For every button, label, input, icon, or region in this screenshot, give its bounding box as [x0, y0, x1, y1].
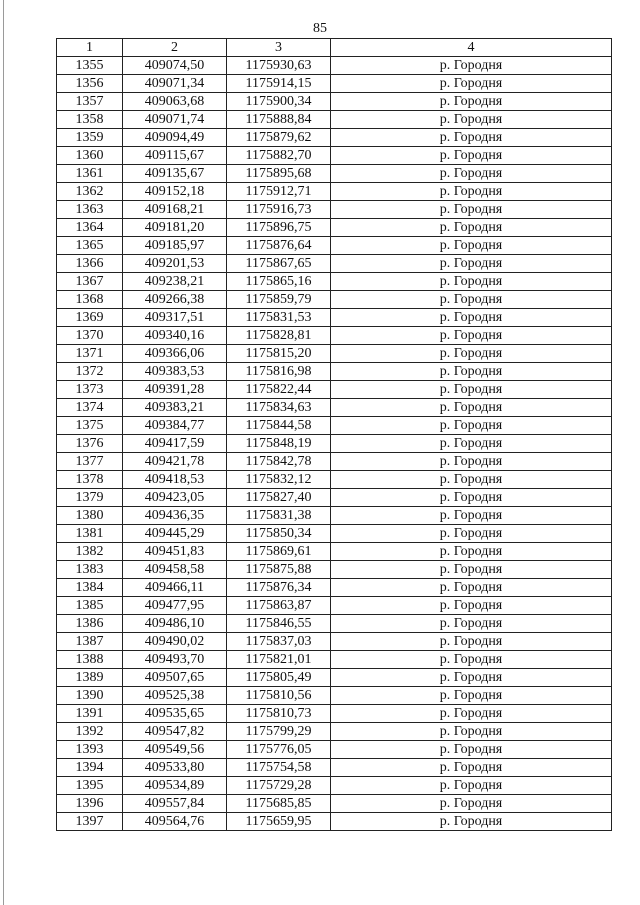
- description-cell: р. Городня: [331, 129, 612, 147]
- point-number-cell: 1397: [57, 813, 123, 831]
- table-row: [57, 705, 612, 723]
- table-row: [57, 165, 612, 183]
- header-col-4: 4: [331, 39, 612, 57]
- x-coordinate-cell: 409423,05: [123, 489, 227, 507]
- description-cell: р. Городня: [331, 273, 612, 291]
- y-coordinate-cell: 1175914,15: [227, 75, 331, 93]
- x-coordinate-cell: 409535,65: [123, 705, 227, 723]
- x-coordinate-cell: 409421,78: [123, 453, 227, 471]
- point-number-cell: 1360: [57, 147, 123, 165]
- y-coordinate-cell: 1175799,29: [227, 723, 331, 741]
- y-coordinate-cell: 1175816,98: [227, 363, 331, 381]
- x-coordinate-cell: 409493,70: [123, 651, 227, 669]
- description-cell: р. Городня: [331, 525, 612, 543]
- point-number-cell: 1389: [57, 669, 123, 687]
- table-row: [57, 129, 612, 147]
- y-coordinate-cell: 1175869,61: [227, 543, 331, 561]
- table-row: [57, 291, 612, 309]
- point-number-cell: 1395: [57, 777, 123, 795]
- description-cell: р. Городня: [331, 237, 612, 255]
- x-coordinate-cell: 409507,65: [123, 669, 227, 687]
- table-row: [57, 489, 612, 507]
- table-row: [57, 93, 612, 111]
- x-coordinate-cell: 409135,67: [123, 165, 227, 183]
- y-coordinate-cell: 1175659,95: [227, 813, 331, 831]
- point-number-cell: 1375: [57, 417, 123, 435]
- table-row: [57, 453, 612, 471]
- y-coordinate-cell: 1175846,55: [227, 615, 331, 633]
- description-cell: р. Городня: [331, 741, 612, 759]
- point-number-cell: 1388: [57, 651, 123, 669]
- y-coordinate-cell: 1175844,58: [227, 417, 331, 435]
- x-coordinate-cell: 409534,89: [123, 777, 227, 795]
- point-number-cell: 1380: [57, 507, 123, 525]
- table-row: [57, 633, 612, 651]
- x-coordinate-cell: 409071,34: [123, 75, 227, 93]
- table-row: [57, 57, 612, 75]
- point-number-cell: 1370: [57, 327, 123, 345]
- description-cell: р. Городня: [331, 57, 612, 75]
- point-number-cell: 1362: [57, 183, 123, 201]
- y-coordinate-cell: 1175828,81: [227, 327, 331, 345]
- point-number-cell: 1364: [57, 219, 123, 237]
- x-coordinate-cell: 409533,80: [123, 759, 227, 777]
- x-coordinate-cell: 409547,82: [123, 723, 227, 741]
- description-cell: р. Городня: [331, 489, 612, 507]
- y-coordinate-cell: 1175754,58: [227, 759, 331, 777]
- table-row: [57, 597, 612, 615]
- y-coordinate-cell: 1175832,12: [227, 471, 331, 489]
- description-cell: р. Городня: [331, 561, 612, 579]
- x-coordinate-cell: 409417,59: [123, 435, 227, 453]
- header-col-3: 3: [227, 39, 331, 57]
- description-cell: р. Городня: [331, 651, 612, 669]
- table-row: [57, 183, 612, 201]
- table-row: [57, 381, 612, 399]
- table-row: [57, 363, 612, 381]
- x-coordinate-cell: 409366,06: [123, 345, 227, 363]
- table-row: [57, 687, 612, 705]
- description-cell: р. Городня: [331, 219, 612, 237]
- table-row: [57, 651, 612, 669]
- y-coordinate-cell: 1175876,34: [227, 579, 331, 597]
- x-coordinate-cell: 409181,20: [123, 219, 227, 237]
- point-number-cell: 1376: [57, 435, 123, 453]
- y-coordinate-cell: 1175837,03: [227, 633, 331, 651]
- description-cell: р. Городня: [331, 543, 612, 561]
- y-coordinate-cell: 1175776,05: [227, 741, 331, 759]
- x-coordinate-cell: 409185,97: [123, 237, 227, 255]
- table-row: [57, 813, 612, 831]
- description-cell: р. Городня: [331, 327, 612, 345]
- point-number-cell: 1369: [57, 309, 123, 327]
- x-coordinate-cell: 409451,83: [123, 543, 227, 561]
- description-cell: р. Городня: [331, 615, 612, 633]
- y-coordinate-cell: 1175831,38: [227, 507, 331, 525]
- point-number-cell: 1377: [57, 453, 123, 471]
- table-row: [57, 309, 612, 327]
- x-coordinate-cell: 409549,56: [123, 741, 227, 759]
- point-number-cell: 1373: [57, 381, 123, 399]
- page-number: 85: [313, 21, 327, 36]
- description-cell: р. Городня: [331, 291, 612, 309]
- x-coordinate-cell: 409490,02: [123, 633, 227, 651]
- table-row: [57, 543, 612, 561]
- header-col-2: 2: [123, 39, 227, 57]
- y-coordinate-cell: 1175842,78: [227, 453, 331, 471]
- point-number-cell: 1366: [57, 255, 123, 273]
- description-cell: р. Городня: [331, 435, 612, 453]
- table-row: [57, 795, 612, 813]
- x-coordinate-cell: 409266,38: [123, 291, 227, 309]
- x-coordinate-cell: 409445,29: [123, 525, 227, 543]
- y-coordinate-cell: 1175930,63: [227, 57, 331, 75]
- y-coordinate-cell: 1175912,71: [227, 183, 331, 201]
- description-cell: р. Городня: [331, 147, 612, 165]
- point-number-cell: 1383: [57, 561, 123, 579]
- description-cell: р. Городня: [331, 669, 612, 687]
- point-number-cell: 1390: [57, 687, 123, 705]
- x-coordinate-cell: 409340,16: [123, 327, 227, 345]
- point-number-cell: 1363: [57, 201, 123, 219]
- point-number-cell: 1396: [57, 795, 123, 813]
- y-coordinate-cell: 1175896,75: [227, 219, 331, 237]
- description-cell: р. Городня: [331, 795, 612, 813]
- description-cell: р. Городня: [331, 75, 612, 93]
- point-number-cell: 1374: [57, 399, 123, 417]
- table-row: [57, 327, 612, 345]
- description-cell: р. Городня: [331, 309, 612, 327]
- table-row: [57, 273, 612, 291]
- y-coordinate-cell: 1175882,70: [227, 147, 331, 165]
- table-row: [57, 669, 612, 687]
- x-coordinate-cell: 409436,35: [123, 507, 227, 525]
- y-coordinate-cell: 1175810,73: [227, 705, 331, 723]
- header-col-1: 1: [57, 39, 123, 57]
- y-coordinate-cell: 1175848,19: [227, 435, 331, 453]
- description-cell: р. Городня: [331, 687, 612, 705]
- table-row: [57, 75, 612, 93]
- y-coordinate-cell: 1175875,88: [227, 561, 331, 579]
- x-coordinate-cell: 409391,28: [123, 381, 227, 399]
- description-cell: р. Городня: [331, 579, 612, 597]
- x-coordinate-cell: 409525,38: [123, 687, 227, 705]
- x-coordinate-cell: 409115,67: [123, 147, 227, 165]
- description-cell: р. Городня: [331, 345, 612, 363]
- y-coordinate-cell: 1175834,63: [227, 399, 331, 417]
- x-coordinate-cell: 409486,10: [123, 615, 227, 633]
- x-coordinate-cell: 409317,51: [123, 309, 227, 327]
- coordinates-table: [56, 38, 612, 831]
- table-row: [57, 777, 612, 795]
- table-row: [57, 111, 612, 129]
- y-coordinate-cell: 1175900,34: [227, 93, 331, 111]
- y-coordinate-cell: 1175815,20: [227, 345, 331, 363]
- y-coordinate-cell: 1175895,68: [227, 165, 331, 183]
- point-number-cell: 1394: [57, 759, 123, 777]
- y-coordinate-cell: 1175888,84: [227, 111, 331, 129]
- description-cell: р. Городня: [331, 453, 612, 471]
- point-number-cell: 1371: [57, 345, 123, 363]
- y-coordinate-cell: 1175916,73: [227, 201, 331, 219]
- scan-edge-line: [3, 0, 4, 905]
- table-row: [57, 579, 612, 597]
- table-row: [57, 417, 612, 435]
- y-coordinate-cell: 1175867,65: [227, 255, 331, 273]
- point-number-cell: 1361: [57, 165, 123, 183]
- x-coordinate-cell: 409383,21: [123, 399, 227, 417]
- table-row: [57, 723, 612, 741]
- description-cell: р. Городня: [331, 363, 612, 381]
- description-cell: р. Городня: [331, 417, 612, 435]
- point-number-cell: 1365: [57, 237, 123, 255]
- point-number-cell: 1381: [57, 525, 123, 543]
- y-coordinate-cell: 1175865,16: [227, 273, 331, 291]
- table-row: [57, 255, 612, 273]
- point-number-cell: 1358: [57, 111, 123, 129]
- x-coordinate-cell: 409383,53: [123, 363, 227, 381]
- table-row: [57, 237, 612, 255]
- description-cell: р. Городня: [331, 507, 612, 525]
- point-number-cell: 1372: [57, 363, 123, 381]
- y-coordinate-cell: 1175859,79: [227, 291, 331, 309]
- y-coordinate-cell: 1175821,01: [227, 651, 331, 669]
- x-coordinate-cell: 409074,50: [123, 57, 227, 75]
- x-coordinate-cell: 409418,53: [123, 471, 227, 489]
- point-number-cell: 1356: [57, 75, 123, 93]
- table-row: [57, 219, 612, 237]
- point-number-cell: 1357: [57, 93, 123, 111]
- x-coordinate-cell: 409466,11: [123, 579, 227, 597]
- x-coordinate-cell: 409152,18: [123, 183, 227, 201]
- point-number-cell: 1385: [57, 597, 123, 615]
- table-row: [57, 561, 612, 579]
- y-coordinate-cell: 1175822,44: [227, 381, 331, 399]
- point-number-cell: 1382: [57, 543, 123, 561]
- point-number-cell: 1368: [57, 291, 123, 309]
- description-cell: р. Городня: [331, 183, 612, 201]
- table-row: [57, 471, 612, 489]
- y-coordinate-cell: 1175879,62: [227, 129, 331, 147]
- y-coordinate-cell: 1175685,85: [227, 795, 331, 813]
- x-coordinate-cell: 409071,74: [123, 111, 227, 129]
- y-coordinate-cell: 1175805,49: [227, 669, 331, 687]
- description-cell: р. Городня: [331, 813, 612, 831]
- description-cell: р. Городня: [331, 759, 612, 777]
- y-coordinate-cell: 1175831,53: [227, 309, 331, 327]
- x-coordinate-cell: 409168,21: [123, 201, 227, 219]
- point-number-cell: 1391: [57, 705, 123, 723]
- y-coordinate-cell: 1175863,87: [227, 597, 331, 615]
- table-row: [57, 399, 612, 417]
- x-coordinate-cell: 409384,77: [123, 417, 227, 435]
- description-cell: р. Городня: [331, 399, 612, 417]
- table-row: [57, 759, 612, 777]
- point-number-cell: 1379: [57, 489, 123, 507]
- y-coordinate-cell: 1175827,40: [227, 489, 331, 507]
- x-coordinate-cell: 409557,84: [123, 795, 227, 813]
- point-number-cell: 1367: [57, 273, 123, 291]
- x-coordinate-cell: 409477,95: [123, 597, 227, 615]
- y-coordinate-cell: 1175729,28: [227, 777, 331, 795]
- point-number-cell: 1384: [57, 579, 123, 597]
- x-coordinate-cell: 409238,21: [123, 273, 227, 291]
- description-cell: р. Городня: [331, 255, 612, 273]
- description-cell: р. Городня: [331, 723, 612, 741]
- point-number-cell: 1355: [57, 57, 123, 75]
- x-coordinate-cell: 409564,76: [123, 813, 227, 831]
- description-cell: р. Городня: [331, 777, 612, 795]
- description-cell: р. Городня: [331, 111, 612, 129]
- point-number-cell: 1393: [57, 741, 123, 759]
- table-row: [57, 201, 612, 219]
- description-cell: р. Городня: [331, 471, 612, 489]
- point-number-cell: 1378: [57, 471, 123, 489]
- table-row: [57, 741, 612, 759]
- x-coordinate-cell: 409458,58: [123, 561, 227, 579]
- y-coordinate-cell: 1175876,64: [227, 237, 331, 255]
- y-coordinate-cell: 1175810,56: [227, 687, 331, 705]
- description-cell: р. Городня: [331, 705, 612, 723]
- description-cell: р. Городня: [331, 201, 612, 219]
- x-coordinate-cell: 409201,53: [123, 255, 227, 273]
- table-row: [57, 435, 612, 453]
- point-number-cell: 1386: [57, 615, 123, 633]
- table-row: [57, 147, 612, 165]
- description-cell: р. Городня: [331, 93, 612, 111]
- table-body: [57, 57, 612, 831]
- table-row: [57, 345, 612, 363]
- x-coordinate-cell: 409094,49: [123, 129, 227, 147]
- point-number-cell: 1392: [57, 723, 123, 741]
- table-row: [57, 525, 612, 543]
- table-row: [57, 507, 612, 525]
- description-cell: р. Городня: [331, 381, 612, 399]
- point-number-cell: 1359: [57, 129, 123, 147]
- table-header-row: [57, 39, 612, 57]
- description-cell: р. Городня: [331, 633, 612, 651]
- y-coordinate-cell: 1175850,34: [227, 525, 331, 543]
- description-cell: р. Городня: [331, 165, 612, 183]
- description-cell: р. Городня: [331, 597, 612, 615]
- point-number-cell: 1387: [57, 633, 123, 651]
- table-row: [57, 615, 612, 633]
- x-coordinate-cell: 409063,68: [123, 93, 227, 111]
